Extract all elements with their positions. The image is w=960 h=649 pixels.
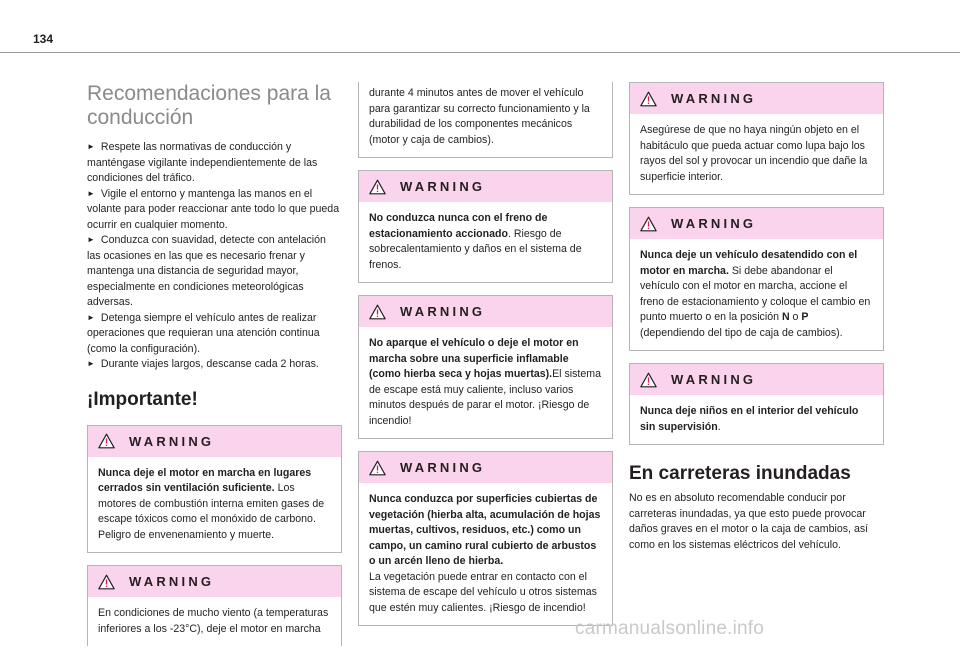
warning-text: El sistema de escape está muy caliente, incluso varios minutos después de parar el motor. ¡Riesgo de incendio! [369, 368, 601, 427]
warning-title: WARNING [671, 372, 757, 387]
warning-box [629, 82, 884, 195]
warning-bold-text: Nunca deje un vehículo desatendido con el motor en marcha. [640, 249, 858, 277]
warning-header [359, 296, 612, 327]
warning-header [88, 426, 341, 457]
warning-text: . [717, 420, 721, 433]
gear-position-n: N [781, 311, 790, 323]
warning-text: o [789, 311, 802, 323]
warning-triangle-icon [640, 91, 657, 107]
warning-body [359, 202, 612, 282]
top-rule [0, 52, 960, 53]
bullet-item: ► Conduzca con suavidad, detecte con antelación las ocasiones en las que es necesario frenar y mantenga una distancia de seguridad mayor, especialmente en condiciones meteorológicas adversas. [87, 233, 342, 311]
flood-text: No es en absoluto recomendable conducir por carreteras inundadas, ya que esto puede provocar daños graves en el motor o la caja de cambios, así como en los sistemas eléctricos del vehículo. [629, 492, 869, 551]
warning-body [630, 114, 883, 194]
warning-text: durante 4 minutos antes de mover el vehículo para garantizar su correcto funcionamiento y la durabilidad de los componentes mecánicos (motor y caja de cambios). [369, 87, 590, 146]
warning-bold-text: Nunca conduzca por superficies cubiertas de vegetación (hierba alta, acumulación de hojas muertas, cultivos, residuos, etc.) como un campo, un camino rural cubierto de arbustos o un arcén lleno de hierba. [369, 493, 601, 567]
warning-box [87, 565, 342, 646]
column-2 [358, 82, 613, 626]
column-1 [87, 82, 342, 646]
warning-text: Asegúrese de que no haya ningún objeto en el habitáculo que pueda actuar como lupa bajo los rayos del sol y provocar un incendio que dañe la superficie interior. [640, 124, 868, 183]
warning-triangle-icon [98, 433, 115, 449]
warning-text: . Riesgo de sobrecalentamiento y daños en el sistema de frenos. [369, 227, 582, 271]
warning-body [630, 239, 883, 350]
warning-body [359, 82, 612, 157]
warning-box [629, 207, 884, 351]
flood-heading: En carreteras inundadas [629, 463, 851, 484]
watermark: carmanualsonline.info [575, 618, 765, 639]
warning-bold-text: No aparque el vehículo o deje el motor en marcha sobre una superficie inflamable (como hierba seca y hojas muertas). [369, 337, 579, 380]
gear-position-p: P [801, 311, 809, 323]
page-number: 134 [33, 32, 54, 46]
warning-body [359, 327, 612, 438]
warning-text: En condiciones de mucho viento (a temperaturas inferiores a los -23°C), deje el motor en marcha [98, 607, 329, 635]
warning-header [630, 364, 883, 395]
warning-triangle-icon [369, 460, 386, 476]
warning-bold-text: Nunca deje niños en el interior del vehículo sin supervisión [640, 405, 859, 433]
warning-body [630, 395, 883, 444]
warning-header [630, 83, 883, 114]
warning-text: Si debe abandonar el vehículo con el motor en marcha, accione el freno de estacionamiento y coloque el cambio en punto muerto o en la posición [640, 264, 871, 323]
warning-header [88, 566, 341, 597]
warning-title: WARNING [671, 91, 757, 106]
warning-box [87, 425, 342, 554]
warning-header [359, 171, 612, 202]
warning-box [358, 170, 613, 283]
warning-bold-text: No conduzca nunca con el freno de estacionamiento accionado [369, 212, 548, 240]
warning-body [359, 483, 612, 625]
warning-box [358, 295, 613, 439]
warning-header [630, 208, 883, 239]
warning-triangle-icon [640, 372, 657, 388]
warning-header [359, 452, 612, 483]
warning-box-continued [358, 82, 613, 158]
section-title: Recomendaciones para la conducción [87, 82, 331, 129]
bullet-item: ► Durante viajes largos, descanse cada 2 horas. [87, 357, 342, 373]
warning-text: La vegetación puede entrar en contacto con el sistema de escape del vehículo u otros sistemas que estén muy calientes. ¡Riesgo de incendio! [369, 570, 597, 614]
warning-text: Los motores de combustión interna emiten gases de escape tóxicos como el monóxido de carbono. Peligro de envenenamiento y muerte. [98, 482, 325, 541]
warning-triangle-icon [98, 574, 115, 590]
warning-title: WARNING [671, 216, 757, 231]
warning-triangle-icon [369, 304, 386, 320]
warning-triangle-icon [369, 179, 386, 195]
warning-text: (dependiendo del tipo de caja de cambios). [640, 326, 843, 339]
warning-title: WARNING [400, 460, 486, 475]
warning-box [629, 363, 884, 445]
bullet-item: ► Respete las normativas de conducción y manténgase vigilante independientemente de las condiciones del tráfico. [87, 140, 342, 187]
warning-title: WARNING [400, 304, 486, 319]
warning-triangle-icon [640, 216, 657, 232]
bullet-item: ► Vigile el entorno y mantenga las manos en el volante para poder reaccionar ante todo lo que pueda ocurrir en cualquier momento. [87, 187, 342, 234]
important-heading: ¡Importante! [87, 388, 198, 410]
warning-title: WARNING [129, 574, 215, 589]
warning-title: WARNING [129, 433, 215, 449]
warning-bold-text: Nunca deje el motor en marcha en lugares cerrados sin ventilación suficiente. [98, 466, 312, 494]
warning-body [88, 597, 341, 646]
warning-box [358, 451, 613, 626]
warning-body [88, 457, 341, 553]
warning-title: WARNING [400, 179, 486, 194]
column-3 [629, 82, 884, 553]
bullet-item: ► Detenga siempre el vehículo antes de realizar operaciones que requieran una atención continua (como la configuración). [87, 311, 342, 358]
